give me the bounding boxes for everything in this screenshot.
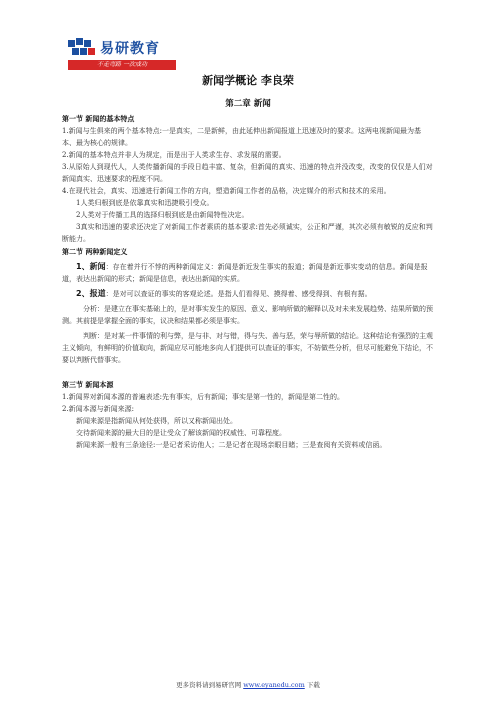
paragraph: 3.从原始人到现代人，人类传播新闻的手段日趋丰富、复杂，但新闻的真实、迅速的特点并没改变，改变的仅仅是人们对新闻真实、迅速要求的程度不同。 <box>62 163 433 183</box>
logo-slogan: 不走弯路 一次成功 <box>68 60 176 70</box>
footer-suffix: 下载 <box>306 681 320 689</box>
lead-term: 2、报道 <box>76 289 106 298</box>
paragraph: 1.新闻与生俱来的两个基本特点:一是真实，二是新鲜，由此延伸出新闻报道上迅速及时的要求。这两电视新闻最为基本、最为核心的规律。 <box>62 127 422 147</box>
sub-paragraph: 新闻来源是指新闻从何处获得，所以又称新闻出处。 <box>76 417 237 425</box>
paragraph-text: ：是对可以查证的事实的客观论述。是指人们看得见、摸得着、感受得到、有根有据。 <box>105 290 372 298</box>
sub-paragraph: 1人类归根到底是依靠真实和迅捷吸引受众。 <box>76 199 214 207</box>
sub-paragraph: 交待新闻来源的最大目的是让受众了解该新闻的权威性、可靠程度。 <box>76 429 286 437</box>
brand-logo <box>68 36 178 72</box>
sub-paragraph: 2人类对于传播工具的选择归根到底是由新闻特性决定。 <box>76 211 249 219</box>
chapter-heading: 第二章 新闻 <box>225 99 271 109</box>
paragraph: 2.新闻本源与新闻来源: <box>62 405 135 413</box>
lead-term: 1、新闻 <box>76 262 106 271</box>
document-body <box>62 112 434 451</box>
footer-prefix: 更多资料请到易研官网 <box>176 681 242 689</box>
paragraph: 4.在现代社会，真实、迅速进行新闻工作的方向，塑造新闻工作者的品格，决定媒介的形式和技术的采用。 <box>62 187 391 195</box>
section-heading: 第二节 两种新闻定义 <box>62 248 128 256</box>
section-heading: 第三节 新闻本源 <box>62 381 114 389</box>
document-title: 新闻学概论 李良荣 <box>202 74 294 87</box>
section-heading: 第一节 新闻的基本特点 <box>62 115 135 123</box>
footer-url-link[interactable]: www.eyanedu.com <box>243 681 305 689</box>
paragraph: 2.新闻的基本特点并非人为规定，而是出于人类求生存、求发展的需要。 <box>62 151 286 159</box>
paragraph: 判断：是对某一件事情的利与弊，是与非、对与错，得与失、善与恶，荣与辱所做的结论。这种结论有强烈的主观主义倾向，有鲜明的价值取向，新闻应尽可能地多向人们提供可以查证的事实，不妨做些分析，但尽可能避免下结论，不要以判断代替事实。 <box>62 332 433 364</box>
sub-paragraph: 3真实和迅速的要求还决定了对新闻工作者素质的基本要求:首先必须诚实，公正和严谨，其次必须有敏锐的反应和判断能力。 <box>62 223 433 243</box>
paragraph <box>62 288 434 300</box>
sub-paragraph: 新闻来源一般有三条途径:一是记者采访他人；二是记者在现场亲眼目睹；三是查阅有关资料或信函。 <box>76 441 387 449</box>
paragraph-text: ：存在着并行不悖的两种新闻定义：新闻是新近发生事实的报道；新闻是新近事实变动的信息。新闻是报道，表达出新闻的形式；新闻是信息，表达出新闻的实质。 <box>62 263 428 283</box>
page-footer <box>0 680 496 689</box>
logo-brand-text: 易研教育 <box>100 41 160 57</box>
paragraph <box>62 261 434 285</box>
paragraph: 1.新闻界对新闻本源的普遍表述:先有事实，后有新闻；事实是第一性的，新闻是第二性的。 <box>62 393 345 401</box>
logo-emblem-icon <box>68 38 98 60</box>
paragraph: 分析：是建立在事实基础上的，是对事实发生的原因、意义、影响所做的解释以及对未来发展趋势、结果所做的预测。其前提是掌握全面的事实，议决和结果都必须是事实。 <box>62 305 433 325</box>
